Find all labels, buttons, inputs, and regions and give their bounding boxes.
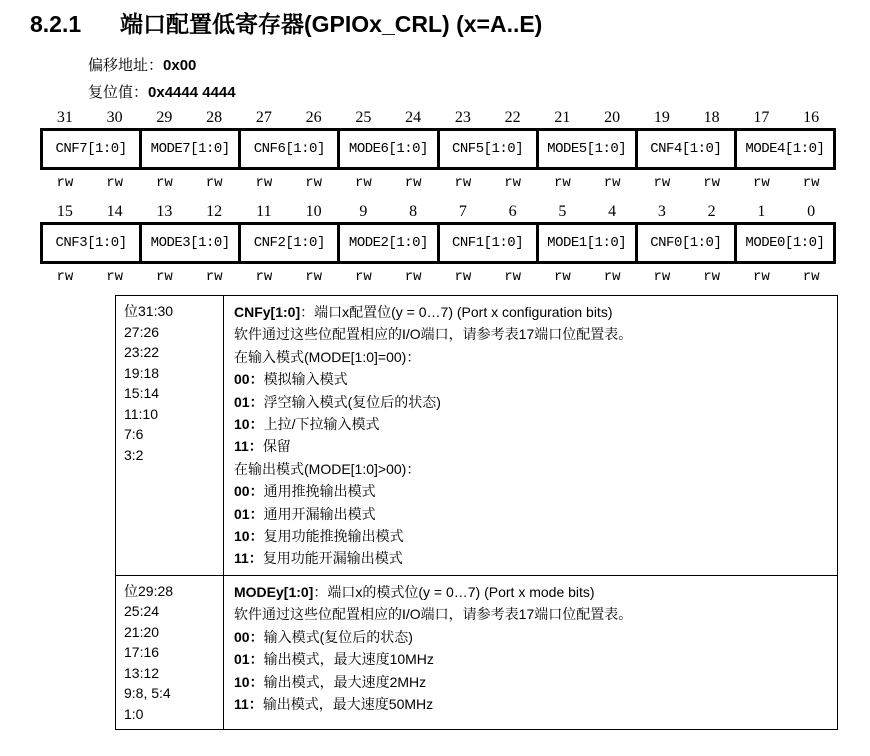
bit-range: 3:2 xyxy=(124,446,144,463)
access-type: rw xyxy=(404,175,422,191)
bit-range: 17:16 xyxy=(124,644,160,661)
register-field-cell: CNF2[1:0] xyxy=(238,225,337,261)
register-field-cell: CNF1[1:0] xyxy=(437,225,536,261)
register-field-cell: MODE1[1:0] xyxy=(536,225,635,261)
description-text: 复用功能开漏输出模式 xyxy=(262,550,403,567)
access-type: rw xyxy=(653,175,671,191)
description-text: 输出模式，最大速度2MHz xyxy=(263,673,427,690)
description-text: ：端口x配置位(y = 0…7) (Port x configuration bits) xyxy=(300,304,613,320)
bit-number: 28 xyxy=(206,109,223,126)
bit-number: 2 xyxy=(707,203,716,220)
description-bold-term: 01： xyxy=(234,651,264,668)
bit-number: 16 xyxy=(803,109,820,126)
bit-number: 10 xyxy=(305,203,322,220)
section-title: 端口配置低寄存器(GPIOx_CRL) (x=A..E) xyxy=(120,11,543,37)
description-line xyxy=(234,458,829,480)
offset-address-value: 0x00 xyxy=(163,57,197,74)
description-line xyxy=(234,626,829,648)
register-field-cell: CNF7[1:0] xyxy=(55,141,127,157)
access-row xyxy=(40,267,836,287)
description-text: 输入模式(复位后的状态) xyxy=(263,628,413,645)
access-row xyxy=(40,173,836,193)
access-type: rw xyxy=(703,175,721,191)
description-cell xyxy=(224,296,837,575)
register-field-cell: MODE6[1:0] xyxy=(337,131,436,167)
access-type: rw xyxy=(205,269,223,285)
register-meta xyxy=(88,52,870,106)
description-line xyxy=(234,648,829,670)
access-type: rw xyxy=(155,269,173,285)
bit-range: 9:8, 5:4 xyxy=(124,685,171,702)
offset-address xyxy=(88,52,870,79)
description-text: 浮空输入模式(复位后的状态) xyxy=(263,393,441,410)
access-type: rw xyxy=(802,269,820,285)
bit-numbers-row xyxy=(40,106,836,128)
register-diagram xyxy=(40,106,836,287)
bit-numbers-row xyxy=(40,200,836,222)
description-cell xyxy=(224,576,837,730)
access-type: rw xyxy=(454,175,472,191)
description-bold-term: 00： xyxy=(234,628,264,645)
description-bold-term: 00： xyxy=(234,371,264,388)
description-bold-term: 01： xyxy=(234,393,264,410)
bit-number: 17 xyxy=(753,109,770,126)
bit-range: 7:6 xyxy=(124,426,144,442)
access-type: rw xyxy=(56,269,74,285)
description-line xyxy=(234,547,829,569)
description-bold-term: 01： xyxy=(234,505,264,522)
description-text: 在输出模式(MODE[1:0]>00)： xyxy=(234,460,421,477)
bit-range: 1:0 xyxy=(124,705,144,722)
bit-number: 15 xyxy=(56,203,73,220)
description-line xyxy=(234,391,829,413)
description-line xyxy=(234,435,829,457)
access-type: rw xyxy=(504,175,522,191)
access-type: rw xyxy=(155,175,173,191)
bit-number: 13 xyxy=(156,203,173,220)
access-type: rw xyxy=(454,269,472,285)
access-type: rw xyxy=(205,175,223,191)
register-field-cell: MODE2[1:0] xyxy=(337,225,436,261)
description-line xyxy=(234,525,829,547)
bit-range: 11:10 xyxy=(124,405,158,422)
bit-range: 位29:28 xyxy=(124,582,174,599)
offset-address-label: 偏移地址： xyxy=(88,57,164,74)
bit-number: 4 xyxy=(608,203,617,220)
description-bold-term: 10： xyxy=(234,416,264,433)
access-type: rw xyxy=(106,269,124,285)
reset-value-value: 0x4444 4444 xyxy=(148,84,236,101)
description-text: 通用开漏输出模式 xyxy=(263,505,376,522)
bit-number: 19 xyxy=(653,109,670,126)
bit-number: 1 xyxy=(757,203,766,220)
bit-range: 23:22 xyxy=(124,344,160,360)
bit-number: 26 xyxy=(305,109,322,126)
description-text: 通用推挽输出模式 xyxy=(263,483,376,500)
description-line xyxy=(234,671,829,693)
section-heading xyxy=(30,10,870,38)
description-text: 软件通过这些位配置相应的I/O端口，请参考表17端口位配置表。 xyxy=(234,606,633,623)
bit-number: 18 xyxy=(703,109,720,126)
description-text: 保留 xyxy=(262,438,291,455)
access-type: rw xyxy=(603,175,621,191)
access-type: rw xyxy=(553,175,571,191)
register-field-cell: CNF5[1:0] xyxy=(437,131,536,167)
bit-range: 15:14 xyxy=(124,385,160,401)
access-type: rw xyxy=(404,269,422,285)
description-bold-term: 00： xyxy=(234,483,264,500)
description-text: 在输入模式(MODE[1:0]=00)： xyxy=(234,348,421,365)
bit-range: 27:26 xyxy=(124,323,160,340)
bit-number: 31 xyxy=(56,109,73,126)
bit-range: 19:18 xyxy=(124,364,160,381)
description-text: 复用功能推挽输出模式 xyxy=(263,528,404,545)
bit-number: 3 xyxy=(657,203,666,220)
register-doc-page xyxy=(0,10,870,730)
bit-number: 0 xyxy=(807,203,816,220)
bit-number: 20 xyxy=(604,109,621,126)
access-type: rw xyxy=(603,269,621,285)
description-line xyxy=(234,301,829,323)
description-line xyxy=(234,323,829,345)
access-type: rw xyxy=(504,269,522,285)
register-fields-row xyxy=(40,222,836,264)
bit-number: 5 xyxy=(558,203,567,220)
access-type: rw xyxy=(354,175,372,191)
bit-number: 14 xyxy=(106,203,123,220)
access-type: rw xyxy=(752,175,770,191)
register-field-cell: MODE0[1:0] xyxy=(734,225,833,261)
bit-description-table xyxy=(115,295,838,730)
reset-value-label: 复位值： xyxy=(88,84,149,101)
register-field-cell: CNF6[1:0] xyxy=(238,131,337,167)
bit-ranges-cell xyxy=(116,296,224,575)
description-bold-term: 11： xyxy=(234,438,263,455)
description-row xyxy=(116,296,837,575)
bit-number: 27 xyxy=(255,109,272,126)
access-type: rw xyxy=(354,269,372,285)
bit-range: 位31:30 xyxy=(124,303,174,319)
bit-number: 29 xyxy=(156,109,173,126)
description-text: 软件通过这些位配置相应的I/O端口，请参考表17端口位配置表。 xyxy=(234,326,633,343)
description-bold-term: CNFy[1:0] xyxy=(234,304,301,320)
description-text: 上拉/下拉输入模式 xyxy=(263,416,380,433)
access-type: rw xyxy=(305,269,323,285)
access-type: rw xyxy=(802,175,820,191)
description-text: 模拟输入模式 xyxy=(263,371,348,388)
description-bold-term: 10： xyxy=(234,673,264,690)
access-type: rw xyxy=(553,269,571,285)
bit-number: 30 xyxy=(106,109,123,126)
bit-number: 25 xyxy=(355,109,372,126)
description-line xyxy=(234,581,829,603)
bit-number: 6 xyxy=(508,203,517,220)
access-type: rw xyxy=(56,175,74,191)
description-text: ：端口x的模式位(y = 0…7) (Port x mode bits) xyxy=(313,583,595,600)
description-bold-term: 10： xyxy=(234,528,264,545)
register-field-cell: MODE4[1:0] xyxy=(734,131,833,167)
access-type: rw xyxy=(305,175,323,191)
register-fields-row xyxy=(40,128,836,170)
bit-range: 25:24 xyxy=(124,603,160,620)
access-type: rw xyxy=(653,269,671,285)
access-type: rw xyxy=(255,175,273,191)
description-line xyxy=(234,480,829,502)
register-field-cell: CNF3[1:0] xyxy=(55,235,127,251)
section-number: 8.2.1 xyxy=(30,11,82,37)
description-bold-term: MODEy[1:0] xyxy=(234,583,314,600)
bit-number: 24 xyxy=(405,109,422,126)
description-text: 输出模式，最大速度50MHz xyxy=(262,695,434,712)
reset-value xyxy=(88,79,870,106)
description-line xyxy=(234,413,829,435)
bit-ranges-cell xyxy=(116,576,224,730)
bit-range: 13:12 xyxy=(124,664,160,681)
access-type: rw xyxy=(752,269,770,285)
description-row xyxy=(116,575,837,730)
description-text: 输出模式，最大速度10MHz xyxy=(263,651,434,668)
description-line xyxy=(234,503,829,525)
register-field-cell: MODE5[1:0] xyxy=(536,131,635,167)
description-line xyxy=(234,346,829,368)
bit-number: 8 xyxy=(409,203,418,220)
description-line xyxy=(234,603,829,625)
register-field-cell: CNF0[1:0] xyxy=(635,225,734,261)
access-type: rw xyxy=(255,269,273,285)
bit-number: 22 xyxy=(504,109,521,126)
description-bold-term: 11： xyxy=(234,550,263,567)
bit-range: 21:20 xyxy=(124,623,160,640)
description-bold-term: 11： xyxy=(234,695,263,712)
access-type: rw xyxy=(703,269,721,285)
description-line xyxy=(234,693,829,715)
bit-number: 9 xyxy=(359,203,368,220)
register-field-cell: MODE3[1:0] xyxy=(139,225,238,261)
description-line xyxy=(234,368,829,390)
bit-number: 11 xyxy=(256,203,272,220)
bit-number: 23 xyxy=(454,109,471,126)
register-field-cell: MODE7[1:0] xyxy=(139,131,238,167)
access-type: rw xyxy=(106,175,124,191)
register-field-cell: CNF4[1:0] xyxy=(635,131,734,167)
bit-number: 21 xyxy=(554,109,571,126)
bit-number: 7 xyxy=(458,203,467,220)
bit-number: 12 xyxy=(206,203,223,220)
